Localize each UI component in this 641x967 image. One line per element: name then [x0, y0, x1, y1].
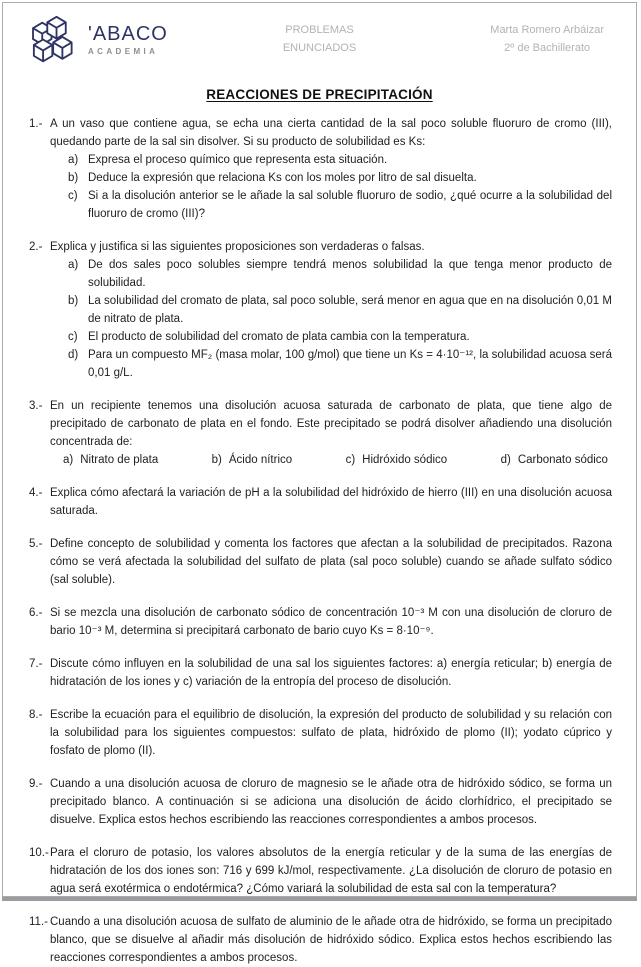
- question-options-row: [50, 451, 612, 469]
- question-body: [50, 115, 612, 223]
- question-body: [50, 535, 612, 589]
- question-subitem: [50, 169, 612, 187]
- question-item: [29, 706, 612, 760]
- question-text: Cuando a una disolución acuosa de cloruro de magnesio se le añade otra de hidróxido sódico, se forma un precipitado blanco. A continuación si se adiciona una disolución de ácido clorhídrico, el precipitado se disuelve. Explica estos hechos escribiendo las reacciones correspondientes a ambos procesos.: [50, 778, 612, 826]
- question-number: 11.-: [29, 916, 48, 928]
- question-number: 2.-: [29, 241, 43, 253]
- question-body: [50, 238, 612, 382]
- subitem-text: Para un compuesto MF₂ (masa molar, 100 g/mol) que tiene un Ks = 4·10⁻¹², la solubilidad acuosa será 0,01 g/L.: [88, 349, 612, 379]
- question-option: [346, 451, 448, 469]
- question-subitems: [50, 151, 612, 223]
- question-body: [50, 706, 612, 760]
- question-text: Define concepto de solubilidad y comenta los factores que afectan a la solubilidad de precipitados. Razona cómo se verá afectada la solubilidad del sulfato de plata (sal poco soluble) cuando se añade sulfato sódico (sal soluble).: [50, 538, 612, 586]
- brand-name: 'ABACO: [88, 22, 168, 45]
- question-subitem: [50, 256, 612, 292]
- question-text: Explica cómo afectará la variación de pH a la solubilidad del hidróxido de hierro (III) en una disolución acuosa saturada.: [50, 487, 612, 517]
- student-grade: 2º de Bachillerato: [504, 41, 591, 54]
- question-item: [29, 844, 612, 898]
- option-label: b): [211, 454, 222, 466]
- question-body: [50, 397, 612, 469]
- subitem-text: Expresa el proceso químico que representa esta situación.: [88, 154, 388, 166]
- page-header: [3, 3, 636, 63]
- question-option: [212, 451, 293, 469]
- question-subitem: [50, 346, 612, 382]
- question-option: [501, 451, 608, 469]
- subitem-text: La solubilidad del cromato de plata, sal poco soluble, será menor en agua que en na disolución 0,01 M de nitrato de plata.: [88, 295, 612, 325]
- question-item: [29, 655, 612, 691]
- question-text: Discute cómo influyen en la solubilidad de una sal los siguientes factores: a) energía reticular; b) energía de hidratación de los iones y c) variación de la entropía del proceso de disolución.: [50, 658, 612, 688]
- brand-subtitle: ACADEMIA: [88, 46, 159, 56]
- student-name: Marta Romero Arbáizar: [490, 24, 604, 37]
- subitem-label: c): [68, 190, 78, 202]
- question-option: [63, 451, 158, 469]
- option-text: Carbonato sódico: [517, 454, 608, 466]
- question-item: [29, 604, 612, 640]
- option-text: Nitrato de plata: [80, 454, 159, 466]
- question-number: 10.-: [29, 847, 49, 859]
- subitem-text: El producto de solubilidad del cromato de plata cambia con la temperatura.: [88, 331, 470, 343]
- brand-text: [88, 24, 168, 56]
- question-item: [29, 775, 612, 829]
- question-item: [29, 484, 612, 520]
- question-text: Cuando a una disolución acuosa de sulfato de aluminio de le añade otra de hidróxido, se forma un precipitado blanco, que se disuelve al añadir más disolución de hidróxido sódico. Explica estos hechos escribiendo las reacciones correspondientes a ambos procesos.: [50, 916, 612, 964]
- question-number: 1.-: [29, 118, 43, 130]
- header-student-info: [490, 22, 610, 56]
- question-item: [29, 397, 612, 469]
- subitem-label: b): [68, 172, 79, 184]
- question-text: En un recipiente tenemos una disolución acuosa saturada de carbonato de plata, que tiene algo de precipitado de carbonato de plata en el fondo. Este precipitado se podrá disolver añadiendo una disolución concentrada de:: [50, 400, 612, 448]
- cubes-logo-icon: [29, 16, 79, 63]
- question-body: [50, 775, 612, 829]
- subitem-label: c): [68, 331, 78, 343]
- question-text: A un vaso que contiene agua, se echa una cierta cantidad de la sal poco soluble fluoruro de cromo (III), quedando parte de la sal sin disolver. Si su producto de solubilidad es Ks:: [50, 118, 612, 148]
- header-doc-type-line1: PROBLEMAS: [285, 24, 354, 37]
- question-number: 7.-: [29, 658, 43, 670]
- question-number: 3.-: [29, 400, 43, 412]
- question-text: Explica y justifica si las siguientes proposiciones son verdaderas o falsas.: [50, 241, 425, 253]
- question-item: [29, 115, 612, 223]
- option-text: Hidróxido sódico: [362, 454, 448, 466]
- question-number: 4.-: [29, 487, 43, 499]
- subitem-label: a): [68, 154, 79, 166]
- subitem-text: Si a la disolución anterior se le añade la sal soluble fluoruro de sodio, ¿qué ocurre a la solubilidad del fluoruro de cromo (III)?: [88, 190, 612, 220]
- question-body: [50, 484, 612, 520]
- question-number: 5.-: [29, 538, 43, 550]
- subitem-label: b): [68, 295, 79, 307]
- subitem-text: Deduce la expresión que relaciona Ks con los moles por litro de sal disuelta.: [88, 172, 477, 184]
- header-doc-type: [283, 22, 356, 56]
- question-number: 8.-: [29, 709, 43, 721]
- page-title: REACCIONES DE PRECIPITACIÓN: [206, 87, 433, 102]
- question-subitem: [50, 187, 612, 223]
- question-item: [29, 535, 612, 589]
- question-text: Para el cloruro de potasio, los valores absolutos de la energía reticular y de la suma de las energías de hidratación de los dos iones son: 716 y 699 kJ/mol, respectivamente. ¿La disolución de cloruro de potasio en agua será exotérmica o endotérmica? ¿Cómo variará la solubilidad de esta sal con la temperatura?: [50, 847, 612, 895]
- option-text: Ácido nítrico: [228, 454, 293, 466]
- question-text: Escribe la ecuación para el equilibrio de disolución, la expresión del producto de solubilidad y su relación con la solubilidad para los siguientes compuestos: sulfato de plata, hidróxido de plomo (II); yodato cúprico y fosfato de plomo (II).: [50, 709, 612, 757]
- question-body: [50, 844, 612, 898]
- subitem-label: d): [68, 349, 79, 361]
- question-body: [50, 913, 612, 967]
- question-subitem: [50, 151, 612, 169]
- question-number: 6.-: [29, 607, 43, 619]
- header-doc-type-line2: ENUNCIADOS: [282, 41, 357, 54]
- question-subitem: [50, 292, 612, 328]
- brand-block: [29, 16, 283, 63]
- option-label: a): [63, 454, 74, 466]
- question-text: Si se mezcla una disolución de carbonato sódico de concentración 10⁻³ M con una disolución de cloruro de bario 10⁻³ M, determina si precipitará carbonato de bario cuyo Ks = 8·10⁻⁹.: [50, 607, 612, 637]
- question-body: [50, 655, 612, 691]
- subitem-label: a): [68, 259, 79, 271]
- question-subitems: [50, 256, 612, 382]
- question-number: 9.-: [29, 778, 43, 790]
- document-page: [2, 2, 637, 964]
- option-label: d): [500, 454, 511, 466]
- questions-list: [3, 115, 636, 967]
- subitem-text: De dos sales poco solubles siempre tendrá menos solubilidad la que tenga menor producto de solubilidad.: [88, 259, 612, 289]
- option-label: c): [345, 454, 356, 466]
- question-subitem: [50, 328, 612, 346]
- question-item: [29, 238, 612, 382]
- question-item: [29, 913, 612, 967]
- question-body: [50, 604, 612, 640]
